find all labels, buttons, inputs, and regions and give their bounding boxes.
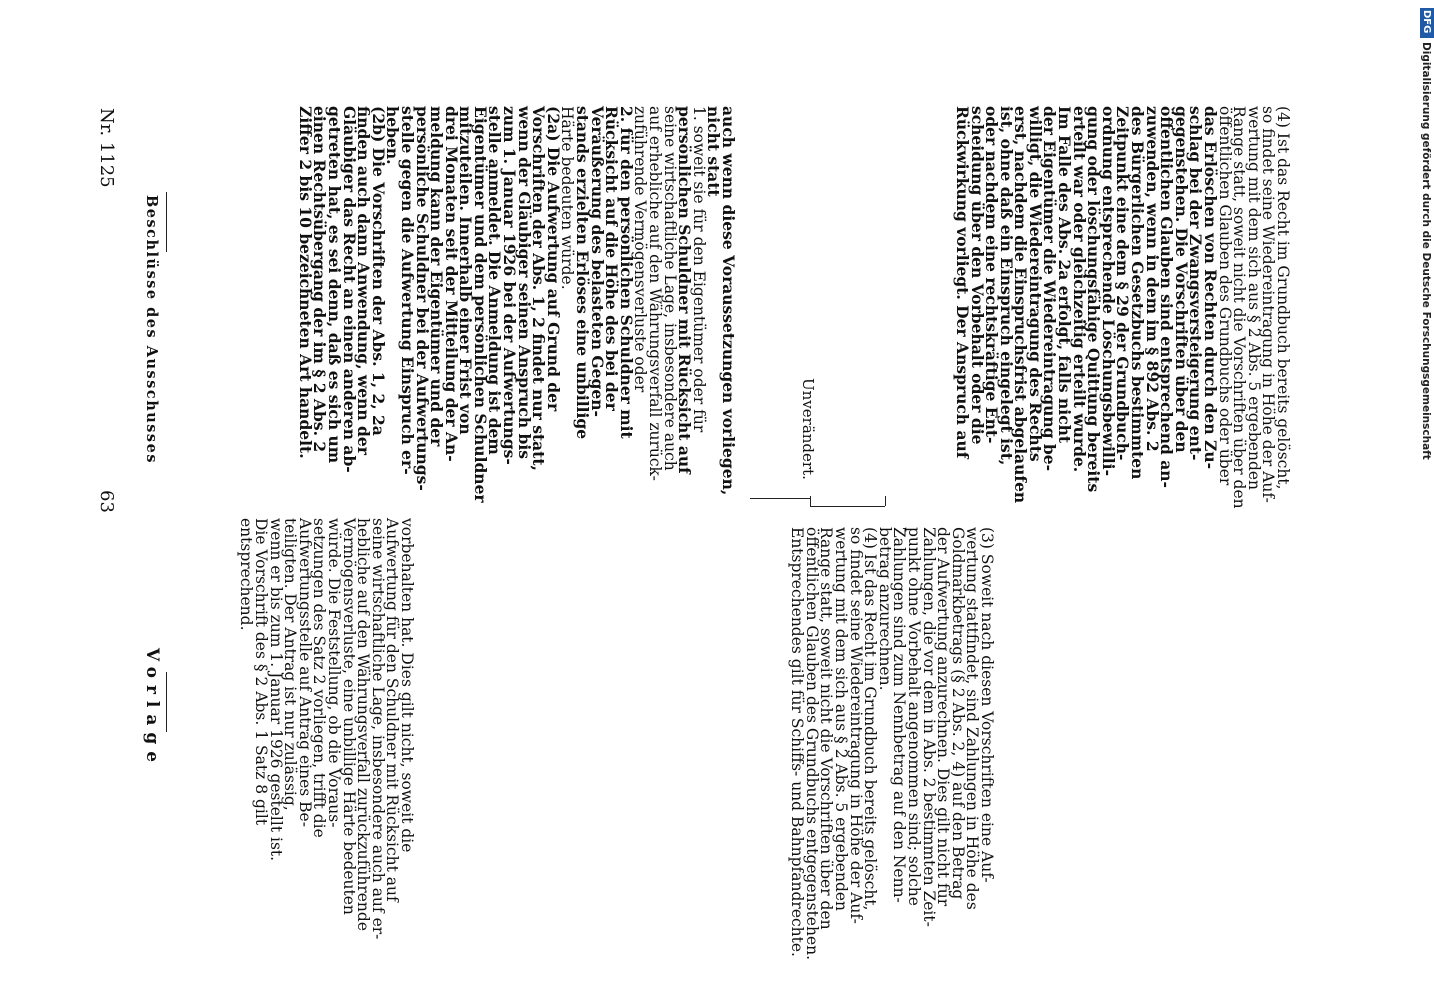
beschluesse-heading: Beschlüsse des Ausschusses — [143, 195, 160, 464]
text-line: vorbehalten hat. Dies gilt nicht, soweit die — [398, 518, 416, 853]
beschluesse-heading-rule — [166, 192, 167, 252]
text-line: stelle gegen die Aufwertung Einspruch er- — [397, 106, 417, 475]
text-line: Range statt, soweit nicht die Vorschriften über den — [817, 527, 836, 930]
text-line: (4) Ist das Recht im Grundbuch bereits gelöscht, — [1274, 106, 1292, 490]
text-line: würde. Die Feststellung, ob die Voraus- — [325, 518, 344, 828]
text-line: so findet seine Wiedereintragung in Höhe der Auf- — [1259, 106, 1278, 503]
text-line: Vorschriften der Abs. 1, 2 findet nur statt, — [529, 106, 549, 471]
column-bracket — [885, 496, 886, 506]
dfg-logo — [1420, 8, 1434, 38]
text-line: finden auch dann Anwendung, wenn der — [354, 106, 374, 455]
text-line: persönlichen Schuldner mit Rücksicht auf — [675, 106, 695, 474]
text-line: Goldmarkbetrags (§ 2 Abs. 2, 4) auf den Betrag — [948, 527, 967, 900]
text-line: setzungen des Satz 2 vorliegen, trifft die — [310, 518, 329, 838]
text-line: Rücksicht auf die Höhe des bei der — [602, 106, 622, 411]
text-line: Aufwertung für den Schuldner mit Rücksicht auf — [383, 518, 402, 902]
text-line: drei Monaten seit der Mitteilung der An- — [441, 106, 461, 462]
text-line: (4) Ist das Recht im Grundbuch bereits gelöscht, — [861, 527, 880, 911]
text-line: auch wenn diese Voraussetzungen vorliegen, — [719, 106, 738, 496]
column-bracket — [750, 498, 810, 499]
page-number: 63 — [96, 490, 117, 513]
text-line: Zahlungen, die vor dem in Abs. 2 bestimmten Zeit- — [919, 527, 938, 927]
text-line: persönliche Schuldner bei der Aufwertungs- — [412, 106, 432, 491]
text-line: auf erhebliche auf den Währungsverfall zurück- — [646, 106, 665, 481]
text-line: Rückwirkung vorliegt. Der Anspruch auf — [952, 106, 972, 459]
text-line: scheidung über den Vorbehalt oder die — [967, 106, 987, 445]
text-line: willigt, die Wiedereintragung des Rechts — [1025, 106, 1045, 462]
text-line: zum 1. Januar 1926 bei der Aufwertungs- — [500, 106, 520, 465]
text-line: Ziffer 2 bis 10 bezeichneten Art handelt. — [295, 106, 315, 459]
document-number: Nr. 1125 — [96, 108, 117, 188]
text-line: Zeitpunkt eine dem § 29 der Grundbuch- — [1113, 106, 1133, 461]
text-line: meldung kann der Eigentümer und der — [427, 106, 447, 447]
text-line: punkt ohne Vorbehalt angenommen sind; solche — [905, 527, 924, 906]
text-line: teiligten. Der Antrag ist nur zulässig, — [281, 518, 300, 811]
text-line: öffentlichen Glauben sind entsprechend an- — [1157, 106, 1177, 488]
text-line: wertung stattfindet, sind Zahlungen in Höhe des — [963, 527, 982, 910]
text-line: oder nachdem eine rechtskräftige Ent- — [982, 106, 1002, 444]
text-line: heben. — [383, 106, 403, 165]
text-line: der Eigentümer die Wiedereintragung be- — [1040, 106, 1060, 472]
text-line: öffentlichen Glauben des Grundbuchs oder über — [1215, 106, 1234, 486]
text-line: der Aufwertung anzurechnen. Dies gilt nicht für — [934, 527, 953, 907]
text-line: betrag anzurechnen. — [875, 527, 894, 691]
text-line: seine wirtschaftliche Lage, insbesondere auch auf er- — [368, 518, 387, 940]
text-line: stelle anmeldet. Die Anmeldung ist dem — [485, 106, 505, 455]
text-line: entsprechend. — [237, 518, 256, 631]
text-line: einen Rechtsübergang der im § 2 Abs. 2 — [310, 106, 330, 453]
text-line: gegenstehen. Die Vorschriften über den — [1171, 106, 1191, 453]
vorlage-heading: Vorlage — [142, 648, 162, 770]
beschluesse-text-block-1 — [295, 106, 738, 503]
vorlage-text-block-2 — [790, 527, 994, 960]
text-line: ordnung entsprechende Löschungsbewilli- — [1098, 106, 1118, 477]
text-line: schlag bei der Zwangsversteigerung ent- — [1186, 106, 1206, 461]
text-line: ist, ohne daß ein Einspruch eingelegt ist, — [996, 106, 1016, 466]
text-line: (2a) Die Aufwertung auf Grund der — [543, 106, 563, 412]
unchanged-note: Unverändert. — [799, 378, 817, 480]
text-line: Eigentümer und dem persönlichen Schuldner — [470, 106, 490, 503]
text-line: das Erlöschen von Rechten durch den Zu- — [1201, 106, 1221, 470]
text-line: (3) Soweit nach diesen Vorschriften eine Auf- — [978, 527, 996, 883]
digitization-credit: Digitalisierung gefördert durch die Deutsche Forschungsgemeinschaft — [1420, 42, 1432, 460]
text-line: öffentlichen Glauben des Grundbuchs entgegenstehen. — [802, 527, 821, 961]
vorlage-text-block-1 — [239, 518, 414, 939]
text-line: wertung mit dem sich aus § 2 Abs. 5 ergebenden — [1244, 106, 1263, 491]
text-line: Die Vorschrift des § 2 Abs. 1 Satz 8 gilt — [252, 518, 271, 826]
text-line: Zahlungen sind zum Nennbetrag auf den Nenn- — [890, 527, 909, 903]
text-line: Gläubiger das Recht an einen anderen ab- — [339, 106, 359, 473]
text-line: Entsprechendes gilt für Schiffs- und Bahnpfandrechte. — [788, 527, 807, 957]
column-bracket — [810, 496, 811, 506]
dfg-logo-text: DFG — [1421, 10, 1432, 34]
text-line: getreten hat, es sei denn, daß es sich um — [324, 106, 344, 464]
text-line: Vermögensverluste, eine unbillige Härte bedeuten — [339, 518, 358, 915]
text-line: erteilt war oder gleichzeitig erteilt wurde. — [1069, 106, 1089, 473]
text-line: 2. für den persönlichen Schuldner mit — [616, 106, 636, 439]
column-bracket — [810, 506, 885, 507]
text-line: mitzuteilen. Innerhalb einer Frist von — [456, 106, 476, 435]
vorlage-heading-rule — [166, 672, 167, 732]
text-line: zuführende Vermögensverluste oder — [631, 106, 650, 393]
text-line: seine wirtschaftliche Lage, insbesondere auch — [660, 106, 679, 471]
text-line: Im Falle des Abs. 2a erfolgt, falls nicht — [1055, 106, 1075, 444]
text-line: gung oder löschungsfähige Quittung bereits — [1084, 106, 1104, 493]
text-line: zuwenden, wenn in dem im § 892 Abs. 2 — [1142, 106, 1162, 452]
text-line: erst, nachdem die Einspruchsfrist abgelaufen — [1011, 106, 1031, 504]
text-line: wenn der Gläubiger seinen Anspruch bis — [514, 106, 534, 459]
text-line: wenn er bis zum 1. Januar 1926 gestellt ist. — [266, 518, 285, 862]
text-line: (2b) Die Vorschriften der Abs. 1, 2, 2a — [368, 106, 388, 436]
text-line: so findet seine Wiedereintragung in Höhe der Auf- — [846, 527, 865, 924]
text-line: stands erzielten Erlöses eine unbillige — [573, 106, 593, 440]
text-line: nicht statt — [704, 106, 724, 197]
beschluesse-text-block-2 — [954, 106, 1290, 509]
text-line: Veräußerung des belasteten Gegen- — [587, 106, 607, 417]
text-line: des Bürgerlichen Gesetzbuchs bestimmten — [1128, 106, 1148, 480]
text-line: Aufwertungsstelle auf Antrag eines Be- — [295, 518, 314, 827]
text-line: hebliche auf den Währungsverfall zurückzuführende — [354, 518, 373, 931]
text-line: 1. soweit sie für den Eigentümer oder für — [689, 106, 708, 433]
text-line: Range statt, soweit nicht die Vorschriften über den — [1230, 106, 1249, 509]
text-line: Härte bedeuten würde. — [558, 106, 577, 290]
text-line: wertung mit dem sich aus § 2 Abs. 5 ergebenden — [832, 527, 851, 912]
